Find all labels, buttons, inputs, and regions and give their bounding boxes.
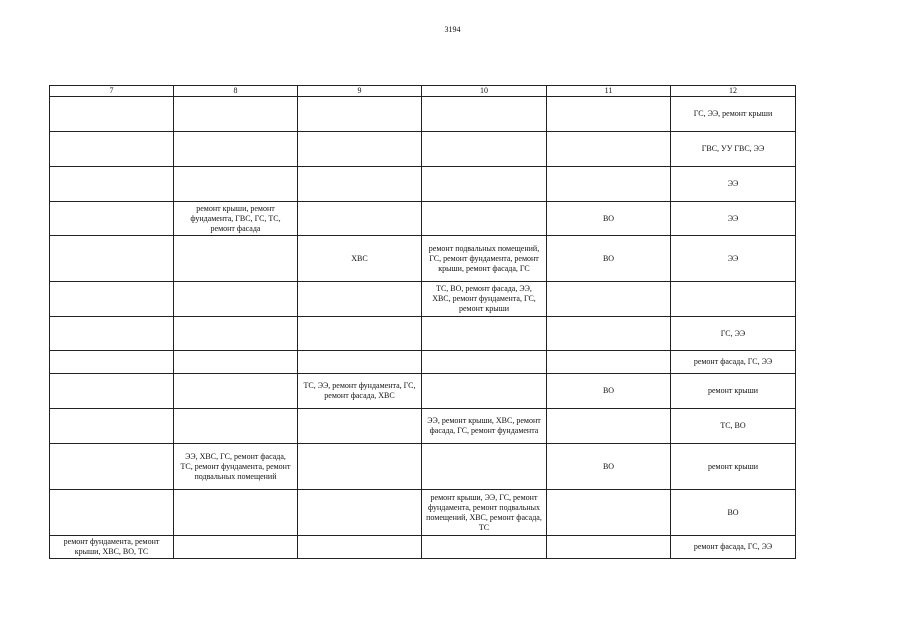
table-cell: ГС, ЭЭ, ремонт крыши	[671, 97, 796, 132]
table-cell	[547, 167, 671, 202]
table-cell: ТС, ЭЭ, ремонт фундамента, ГС, ремонт фасада, ХВС	[298, 374, 422, 409]
table-cell	[174, 132, 298, 167]
table-cell: ВО	[547, 202, 671, 236]
col-header-12: 12	[671, 86, 796, 97]
table-cell	[298, 132, 422, 167]
table-cell	[174, 536, 298, 559]
table-cell: ЭЭ, ремонт крыши, ХВС, ремонт фасада, ГС, ремонт фундамента	[422, 409, 547, 444]
table-cell	[50, 202, 174, 236]
table-cell	[422, 202, 547, 236]
table-cell	[174, 282, 298, 317]
table-cell: ремонт фасада, ГС, ЭЭ	[671, 536, 796, 559]
table-row	[50, 236, 796, 282]
table-cell: ХВС	[298, 236, 422, 282]
table-cell	[547, 490, 671, 536]
table-cell	[422, 167, 547, 202]
col-header-9: 9	[298, 86, 422, 97]
table-cell	[174, 490, 298, 536]
table-cell	[547, 132, 671, 167]
col-header-10: 10	[422, 86, 547, 97]
table-cell	[422, 317, 547, 351]
table-cell	[547, 409, 671, 444]
table-row	[50, 132, 796, 167]
table-cell: ремонт подвальных помещений, ГС, ремонт фундамента, ремонт крыши, ремонт фасада, ГС	[422, 236, 547, 282]
table-cell: ВО	[671, 490, 796, 536]
col-header-7: 7	[50, 86, 174, 97]
table-cell	[298, 202, 422, 236]
table-row	[50, 282, 796, 317]
table-row	[50, 409, 796, 444]
table-cell	[298, 317, 422, 351]
table-cell	[50, 490, 174, 536]
table-cell	[174, 317, 298, 351]
table-row	[50, 490, 796, 536]
table-cell	[174, 351, 298, 374]
table-cell	[50, 317, 174, 351]
table-cell	[50, 97, 174, 132]
table-cell	[298, 351, 422, 374]
table-cell	[298, 167, 422, 202]
table-cell	[174, 236, 298, 282]
table-cell: ремонт крыши, ЭЭ, ГС, ремонт фундамента, ремонт подвальных помещений, ХВС, ремонт фасада, ТС	[422, 490, 547, 536]
table-cell	[671, 282, 796, 317]
table-cell	[422, 351, 547, 374]
table-cell	[422, 132, 547, 167]
table-cell: ВО	[547, 374, 671, 409]
table-cell: ремонт крыши	[671, 374, 796, 409]
table-cell	[547, 317, 671, 351]
table-row	[50, 536, 796, 559]
table-cell	[50, 282, 174, 317]
table-header	[50, 86, 796, 97]
table-cell	[298, 490, 422, 536]
table-row	[50, 167, 796, 202]
table-cell	[422, 97, 547, 132]
table-row	[50, 202, 796, 236]
table-cell: ГВС, УУ ГВС, ЭЭ	[671, 132, 796, 167]
table-cell	[50, 351, 174, 374]
table-cell: ЭЭ	[671, 167, 796, 202]
header-row	[50, 86, 796, 97]
table-cell: ЭЭ, ХВС, ГС, ремонт фасада, ТС, ремонт фундамента, ремонт подвальных помещений	[174, 444, 298, 490]
table-cell	[422, 536, 547, 559]
table-cell: ТС, ВО	[671, 409, 796, 444]
table-row	[50, 444, 796, 490]
table-cell	[298, 409, 422, 444]
table-cell	[298, 536, 422, 559]
table-cell: ремонт фасада, ГС, ЭЭ	[671, 351, 796, 374]
table-cell	[298, 97, 422, 132]
table-cell: ремонт крыши	[671, 444, 796, 490]
table-cell	[547, 282, 671, 317]
works-table	[49, 85, 796, 559]
table-cell	[547, 97, 671, 132]
table-row	[50, 317, 796, 351]
table-cell: ВО	[547, 236, 671, 282]
table-cell	[174, 167, 298, 202]
table-cell	[50, 374, 174, 409]
table-cell	[174, 409, 298, 444]
table-body	[50, 97, 796, 559]
table-cell	[422, 444, 547, 490]
table-cell	[50, 409, 174, 444]
table-row	[50, 374, 796, 409]
table-cell	[50, 132, 174, 167]
table-cell	[50, 444, 174, 490]
table-cell: ремонт крыши, ремонт фундамента, ГВС, ГС, ТС, ремонт фасада	[174, 202, 298, 236]
table-cell	[174, 374, 298, 409]
page-number: 3194	[444, 25, 461, 34]
table-cell: ГС, ЭЭ	[671, 317, 796, 351]
col-header-8: 8	[174, 86, 298, 97]
table-cell: ЭЭ	[671, 202, 796, 236]
table-cell	[298, 282, 422, 317]
table-row	[50, 97, 796, 132]
table-cell: ЭЭ	[671, 236, 796, 282]
table-cell	[174, 97, 298, 132]
table-cell	[547, 351, 671, 374]
table-cell: ремонт фундамента, ремонт крыши, ХВС, ВО, ТС	[50, 536, 174, 559]
table-cell	[298, 444, 422, 490]
table-cell	[547, 536, 671, 559]
table-cell: ВО	[547, 444, 671, 490]
table-cell	[422, 374, 547, 409]
col-header-11: 11	[547, 86, 671, 97]
table-row	[50, 351, 796, 374]
table-cell: ТС, ВО, ремонт фасада, ЭЭ, ХВС, ремонт фундамента, ГС, ремонт крыши	[422, 282, 547, 317]
table-cell	[50, 236, 174, 282]
table-cell	[50, 167, 174, 202]
